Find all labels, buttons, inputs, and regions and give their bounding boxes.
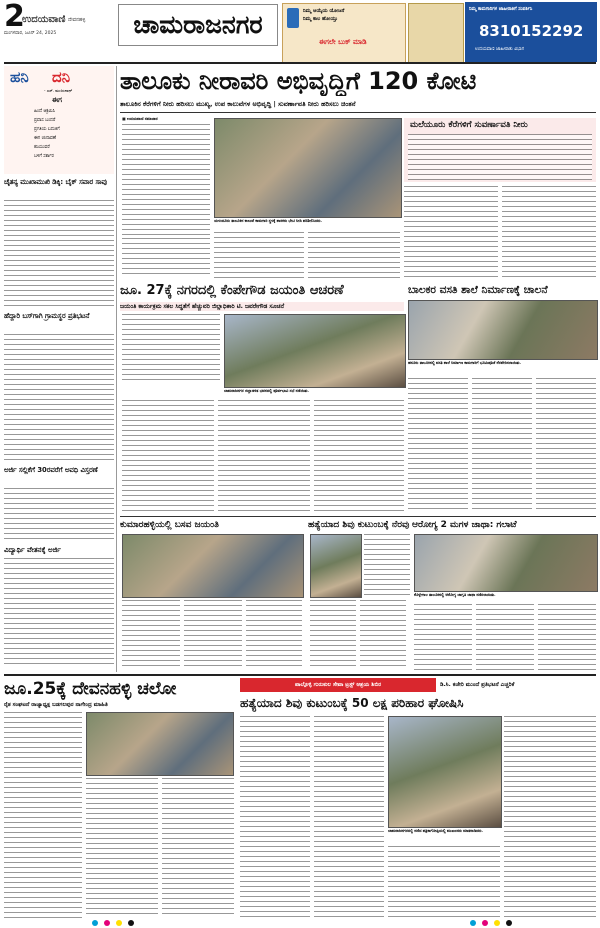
honey-line: ಈಗ ಚುನಾವಣೆ xyxy=(34,136,56,141)
honey-dani-box xyxy=(4,66,114,174)
honey-line: ಪ್ರವಾಸ ಬಂದರೆ xyxy=(34,118,56,123)
shivu-body-2 xyxy=(314,716,384,918)
family-body-2 xyxy=(310,600,356,670)
honey-line: ಕಸಿಯುವರೆ xyxy=(34,145,50,150)
left-body-4 xyxy=(4,558,114,668)
kempegowda-headline: ಜೂ. 27ಕ್ಕೆ ನಗರದಲ್ಲಿ ಕೆಂಪೇಗೌಡ ಜಯಂತಿ ಆಚರಣೆ xyxy=(120,283,344,298)
shivu-headline: ಹತ್ಯೆಯಾದ ಶಿವು ಕುಟುಂಬಕ್ಕೆ 50 ಲಕ್ಷ ಪರಿಹಾರ ಘೋಷಿಸಿ xyxy=(240,696,464,710)
main-body-col4 xyxy=(404,186,498,278)
basava-body-1 xyxy=(122,600,180,670)
ad1-cta: ಈಗಲೇ ಬುಕ್ ಮಾಡಿ xyxy=(319,38,367,46)
family-headline: ಹತ್ಯೆಯಾದ ಶಿವು ಕುಟುಂಬಕ್ಕೆ ನೆರವು xyxy=(308,520,410,530)
honey-logo-a: ಹನಿ xyxy=(10,68,29,86)
ad2-bottom: ಉದಯವಾಣಿ ಜಾಹೀರಾತು ವಿಭಾಗ xyxy=(475,47,525,52)
main-photo xyxy=(214,118,402,218)
main-body-col2 xyxy=(214,232,304,278)
ad-box-1[interactable] xyxy=(282,3,406,63)
shivu-body-3 xyxy=(388,846,500,918)
main-body-col3 xyxy=(308,232,400,278)
honey-line: ಬಳಿಗೆ ಸರ್ಕಾರ xyxy=(34,154,54,159)
health-photo xyxy=(414,534,598,592)
page-number: 2 xyxy=(4,0,25,34)
main-photo-caption: ಯಳಂದೂರು ತಾಲೂಕಿನ ಕಾಲುವೆ ಕಾಮಗಾರಿ ಸ್ಥಳಕ್ಕೆ ಶಾಸಕರು ಭೇಟಿ ನೀಡಿ ಪರಿಶೀಲಿಸಿದರು. xyxy=(214,218,323,223)
registration-dot xyxy=(104,920,110,926)
main-headline: ತಾಲೂಕು ನೀರಾವರಿ ಅಭಿವೃದ್ಧಿಗೆ 120 ಕೋಟಿ xyxy=(120,67,477,95)
ad1-line1: ನಿಮ್ಮ ಆಯ್ಕೆಯ ಯೋಜನೆ xyxy=(303,8,345,14)
main-body-col1b xyxy=(122,238,210,278)
chalo-headline: ಜೂ.25ಕ್ಕೆ ದೇವನಹಳ್ಳಿ ಚಲೋ xyxy=(4,679,177,699)
kempegowda-photo xyxy=(224,314,406,388)
registration-dot xyxy=(128,920,134,926)
column-divider xyxy=(116,66,117,672)
left-body-3 xyxy=(4,488,114,540)
health-caption: ಕೊಳ್ಳೇಗಾಲ ತಾಲೂಕಿನಲ್ಲಿ ಆರೋಗ್ಯ ಜಾಗೃತಿ ಜಾಥಾ ನಡೆಸಲಾಯಿತು. xyxy=(414,592,496,597)
health-body-2 xyxy=(476,604,534,670)
health-headline: ಆರೋಗ್ಯ 2 ಮಗಳ ಜಾಥಾ: ಗಲಾಟೆ xyxy=(412,520,517,530)
kempegowda-caption: ಚಾಮರಾಜನಗರ ಜಿಲ್ಲಾಡಳಿತ ಭವನದಲ್ಲಿ ಪೂರ್ವಭಾವಿ ಸಭೆ ನಡೆಯಿತು. xyxy=(224,388,310,393)
ad2-top: ನಿಮ್ಮ ಕಾಮಗಾರಿಗಳ ಜಾಹೀರಾತಿಗೆ ಸಂಪರ್ಕಿಸಿ xyxy=(469,7,533,12)
main-box-head: ಮಲೆಯೂರು ಕೆರೆಗಳಿಗೆ ಸುವರ್ಣಾವತಿ ನೀರು xyxy=(410,120,528,130)
row-rule-1 xyxy=(120,516,596,517)
paper-name: ಉದಯವಾಣಿ xyxy=(22,14,66,25)
main-body-col5 xyxy=(502,186,596,278)
left-head-4: ವಿದ್ಯಾರ್ಥಿ ವೇತನಕ್ಕೆ ಅರ್ಜಿ xyxy=(4,546,61,554)
honey-line: ಹಿಂದೆ ಆಕ್ರಮಿಸಿ xyxy=(34,109,55,114)
chalo-body-1 xyxy=(4,712,82,918)
kempegowda-body-2 xyxy=(122,400,214,512)
main-body-col1 xyxy=(122,124,210,236)
basava-photo xyxy=(122,534,304,598)
health-body-1 xyxy=(414,604,472,670)
honey-title: ಈಗ xyxy=(52,96,62,104)
basava-body-3 xyxy=(246,600,302,670)
school-caption: ಹನೂರು ತಾಲೂಕಿನಲ್ಲಿ ವಸತಿ ಶಾಲೆ ನಿರ್ಮಾಣ ಕಾಮಗಾರಿಗೆ ಭೂಮಿಪೂಜೆ ನೆರವೇರಿಸಲಾಯಿತು. xyxy=(408,360,522,365)
shivu-caption: ಚಾಮರಾಜನಗರದಲ್ಲಿ ನಡೆದ ಪತ್ರಿಕಾಗೋಷ್ಠಿಯಲ್ಲಿ ಮುಖಂಡರು ಮಾತನಾಡಿದರು. xyxy=(388,828,484,833)
shivu-body-1 xyxy=(240,716,310,918)
school-headline: ಬಾಲಕರ ವಸತಿ ಶಾಲೆ ನಿರ್ಮಾಣಕ್ಕೆ ಚಾಲನೆ xyxy=(408,284,548,296)
registration-dot xyxy=(116,920,122,926)
registration-dot xyxy=(494,920,500,926)
family-body-3 xyxy=(360,600,406,670)
school-body-1 xyxy=(408,378,468,512)
registration-dot xyxy=(506,920,512,926)
chalo-body-3 xyxy=(162,778,234,918)
registration-dot xyxy=(92,920,98,926)
left-head-3: ಅರ್ಜಿ ಸಲ್ಲಿಕೆಗೆ 30ರವರೆಗೆ ಅವಧಿ ವಿಸ್ತರಣೆ xyxy=(4,466,98,474)
banner-strip-2: ಡಿ.ಸಿ. ಕಚೇರಿ ಮುಂದೆ ಪ್ರತಿಭಟನೆ ಎಚ್ಚರಿಕೆ xyxy=(440,682,515,688)
masthead-rule xyxy=(4,62,596,64)
basava-headline: ಕುಮಾರಹಳ್ಳಿಯಲ್ಲಿ ಬಸವ ಜಯಂತಿ xyxy=(120,520,219,530)
chalo-body-2 xyxy=(86,778,158,918)
ad2-phone: 8310152292 xyxy=(479,22,584,40)
main-box xyxy=(404,118,596,182)
phone-icon xyxy=(287,8,299,28)
date-line: ಮಂಗಳವಾರ, ಜೂನ್ 24, 2025 xyxy=(4,31,57,36)
ad-box-3[interactable] xyxy=(408,3,464,63)
honey-author: - ಎಸ್. ಮಂಜುನಾಥ್ xyxy=(44,88,73,93)
kempegowda-body-3 xyxy=(218,400,310,512)
main-byline: ■ ಉದಯವಾಣಿ ಸಮಾಚಾರ xyxy=(122,116,158,121)
left-body-2 xyxy=(4,334,114,462)
family-photo xyxy=(310,534,362,598)
ad1-line2: ನಿಮ್ಮ ಕಾಲ ಹೋಯ್ತು xyxy=(303,16,338,22)
kempegowda-subhead: ಜಯಂತಿ ಕಾರ್ಯಕ್ರಮ ಸಕಲ ಸಿದ್ಧತೆಗೆ ಹೆಚ್ಚುವರಿ ಜಿಲ್ಲಾಧಿಕಾರಿ ಟಿ. ಜವರೇಗೌಡ ಸೂಚನೆ xyxy=(120,302,404,311)
honey-line: ಪ್ರಗತಿಯ ಬದುಕಿಗೆ xyxy=(34,127,60,132)
kempegowda-body-4 xyxy=(314,400,404,512)
school-body-2 xyxy=(472,378,532,512)
main-rule xyxy=(120,112,596,113)
ad-box-2[interactable] xyxy=(465,2,597,62)
shivu-photo xyxy=(388,716,502,828)
left-head-1: ಚೈತನ್ಯ ಮುಖಾಮುಖಿ ಡಿಕ್ಕಿ: ಬೈಕ್ ಸವಾರ ಸಾವು xyxy=(4,178,108,186)
family-body-1 xyxy=(364,534,410,596)
left-body-1 xyxy=(4,200,114,308)
chalo-subhead: ರೈತ ಸಂಘಟನೆ ರಾಜ್ಯಾಧ್ಯಕ್ಷ ಬಡಗಲಪುರ ನಾಗೇಂದ್ರ ಮಾಹಿತಿ xyxy=(4,702,108,708)
shivu-body-4 xyxy=(504,716,596,918)
registration-dot xyxy=(482,920,488,926)
kempegowda-body-1 xyxy=(122,314,220,384)
health-body-3 xyxy=(538,604,596,670)
left-head-2: ಹೆದ್ದಾರಿ ಬಸ್‌ಗಾಗಿ ಗ್ರಾಮಸ್ಥರ ಪ್ರತಿಭಟನೆ xyxy=(4,312,90,320)
main-box-body xyxy=(408,134,592,180)
honey-logo-b: ದನಿ xyxy=(52,68,71,86)
banner-strip: ಪಾಲ್ಗೊಳ್ಳಿ ಗುರುಕುಲ ಸೇವಾ ಟ್ರಸ್ಟ್ ಆಶ್ರಯ ಶಿಬಿರ xyxy=(240,678,436,692)
basava-body-2 xyxy=(184,600,242,670)
edition-label: ದೇವನಹಳ್ಳಿ xyxy=(68,17,86,23)
registration-dot xyxy=(470,920,476,926)
chalo-photo xyxy=(86,712,234,776)
row-rule-2 xyxy=(4,674,596,676)
school-body-3 xyxy=(536,378,596,512)
main-subhead: ತಾಲೂಕಿನ ಕೆರೆಗಳಿಗೆ ನೀರು ಹರಿಸಲು ಮುಖ್ಯ, ಉಪ ಕಾಲುವೆಗಳ ಅಭಿವೃದ್ಧಿ | ಸುವರ್ಣಾವತಿ ನೀರು ಹರಿಸಲು ಚಿಂತನೆ xyxy=(120,100,356,108)
school-photo xyxy=(408,300,598,360)
section-title: ಚಾಮರಾಜನಗರ xyxy=(118,4,278,46)
